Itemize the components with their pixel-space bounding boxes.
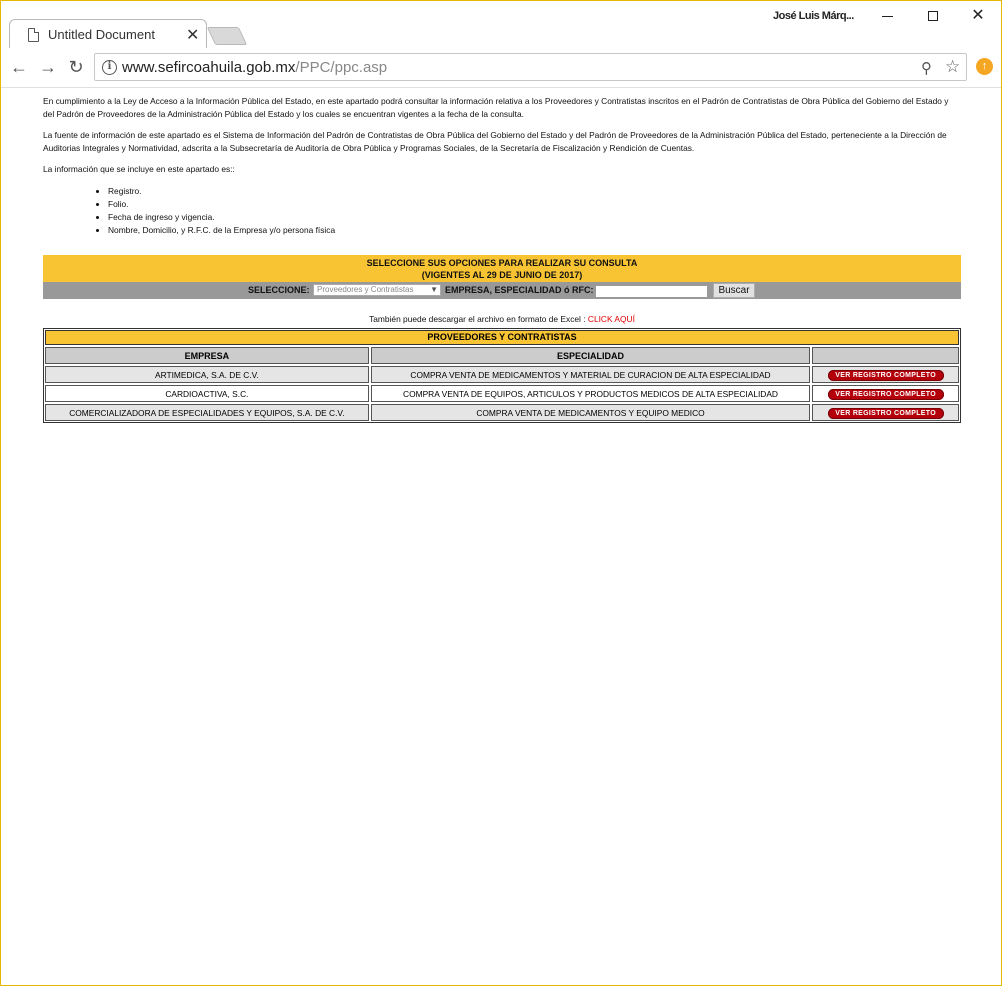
extension-icon[interactable]: ↑ bbox=[976, 58, 993, 75]
col-header-action bbox=[812, 347, 959, 364]
table-row bbox=[45, 385, 959, 402]
col-header-especialidad: ESPECIALIDAD bbox=[371, 347, 811, 364]
table-row bbox=[45, 366, 959, 383]
address-bar[interactable] bbox=[94, 53, 967, 81]
search-heading bbox=[43, 255, 961, 282]
empresa-cell: ARTIMEDICA, S.A. DE C.V. bbox=[45, 366, 369, 383]
category-select[interactable] bbox=[313, 284, 441, 296]
zoom-icon[interactable]: ⚲ bbox=[921, 60, 932, 77]
empresa-cell: COMERCIALIZADORA DE ESPECIALIDADES Y EQUIPOS, S.A. DE C.V. bbox=[45, 404, 369, 421]
maximize-button[interactable] bbox=[918, 5, 948, 27]
action-cell bbox=[812, 404, 959, 421]
search-heading-line-2: (VIGENTES AL 29 DE JUNIO DE 2017) bbox=[421, 270, 583, 280]
browser-toolbar bbox=[1, 48, 1001, 88]
intro-paragraph-3: La información que se incluye en este apartado es:: bbox=[43, 164, 235, 174]
especialidad-cell: COMPRA VENTA DE MEDICAMENTOS Y EQUIPO MEDICO bbox=[371, 404, 811, 421]
minimize-icon bbox=[882, 16, 893, 17]
url-host: www.sefircoahuila.gob.mx bbox=[122, 59, 296, 76]
search-heading-line-1: SELECCIONE SUS OPCIONES PARA REALIZAR SU CONSULTA bbox=[366, 258, 638, 268]
list-item: • Nombre, Domicilio, y R.F.C. de la Empresa y/o persona física bbox=[108, 224, 961, 237]
view-record-button[interactable]: VER REGISTRO COMPLETO bbox=[828, 370, 944, 381]
intro-text bbox=[43, 95, 961, 245]
excel-text: También puede descargar el archivo en formato de Excel : bbox=[369, 314, 588, 324]
search-button[interactable]: Buscar bbox=[713, 283, 755, 298]
view-record-button[interactable]: VER REGISTRO COMPLETO bbox=[828, 408, 944, 419]
intro-paragraph-1: En cumplimiento a la Ley de Acceso a la Información Pública del Estado, en este apartado podrá consultar la información relativa a los Proveedores y Contratistas inscritos en el Padrón de Contratistas de Obra Pública del Gobierno del Estado y del Padrón de Proveedores de la Administración Pública del Estado y los cuales se encuentran vigentes a la fecha de la consulta. bbox=[43, 96, 949, 119]
forward-arrow-icon[interactable]: → bbox=[39, 57, 57, 77]
action-cell bbox=[812, 366, 959, 383]
table-row bbox=[45, 404, 959, 421]
list-item: • Fecha de ingreso y vigencia. bbox=[108, 211, 961, 224]
search-field-label: EMPRESA, ESPECIALIDAD ó RFC: bbox=[445, 285, 594, 295]
excel-link[interactable]: CLICK AQUÍ bbox=[587, 314, 635, 324]
intro-paragraph-2: La fuente de información de este apartado es el Sistema de Información del Padrón de Contratistas de Obra Pública del Gobierno del Estado y del Padrón de Proveedores de la Administración Pública del Estado, perteneciente a la Dirección de Auditorias Integrales y Normatividad, adscrita a la Subsecretaría de Auditoría de Obra Pública y Programas Sociales, de la Secretaría de Fiscalización y Rendición de Cuentas. bbox=[43, 130, 947, 153]
info-icon[interactable]: i bbox=[102, 60, 117, 75]
browser-tab[interactable] bbox=[9, 19, 207, 49]
close-window-button[interactable]: ✕ bbox=[971, 7, 985, 24]
action-cell bbox=[812, 385, 959, 402]
profile-name[interactable]: José Luis Márq... bbox=[773, 10, 854, 22]
results-table bbox=[43, 345, 961, 423]
excel-download bbox=[43, 314, 961, 324]
table-header-row bbox=[45, 347, 959, 364]
url-path: /PPC/ppc.asp bbox=[295, 59, 388, 76]
view-record-button[interactable]: VER REGISTRO COMPLETO bbox=[828, 389, 944, 400]
search-bar bbox=[43, 282, 961, 299]
list-item: • Folio. bbox=[108, 198, 961, 211]
list-item: • Registro. bbox=[108, 185, 961, 198]
back-arrow-icon[interactable]: ← bbox=[10, 57, 28, 77]
minimize-button[interactable] bbox=[873, 5, 903, 27]
especialidad-cell: COMPRA VENTA DE MEDICAMENTOS Y MATERIAL DE CURACION DE ALTA ESPECIALIDAD bbox=[371, 366, 811, 383]
bookmark-star-icon[interactable]: ☆ bbox=[945, 57, 961, 76]
maximize-icon bbox=[928, 11, 938, 21]
results-panel bbox=[43, 328, 961, 423]
new-tab-button[interactable] bbox=[207, 27, 247, 45]
reload-icon[interactable]: ↻ bbox=[68, 57, 84, 77]
category-select-value: Proveedores y Contratistas bbox=[317, 285, 414, 294]
tab-title: Untitled Document bbox=[48, 27, 155, 42]
title-bar bbox=[1, 1, 1001, 48]
url-text[interactable] bbox=[122, 59, 387, 76]
dropdown-arrow-icon: ▼ bbox=[430, 285, 438, 294]
info-list bbox=[108, 185, 961, 237]
document-icon bbox=[28, 28, 39, 42]
empresa-cell: CARDIOACTIVA, S.C. bbox=[45, 385, 369, 402]
results-title: PROVEEDORES Y CONTRATISTAS bbox=[45, 330, 959, 345]
select-label: SELECCIONE: bbox=[248, 285, 310, 295]
especialidad-cell: COMPRA VENTA DE EQUIPOS, ARTICULOS Y PRODUCTOS MEDICOS DE ALTA ESPECIALIDAD bbox=[371, 385, 811, 402]
tab-close-icon[interactable]: ✕ bbox=[186, 27, 200, 44]
search-input[interactable] bbox=[595, 285, 708, 298]
col-header-empresa: EMPRESA bbox=[45, 347, 369, 364]
